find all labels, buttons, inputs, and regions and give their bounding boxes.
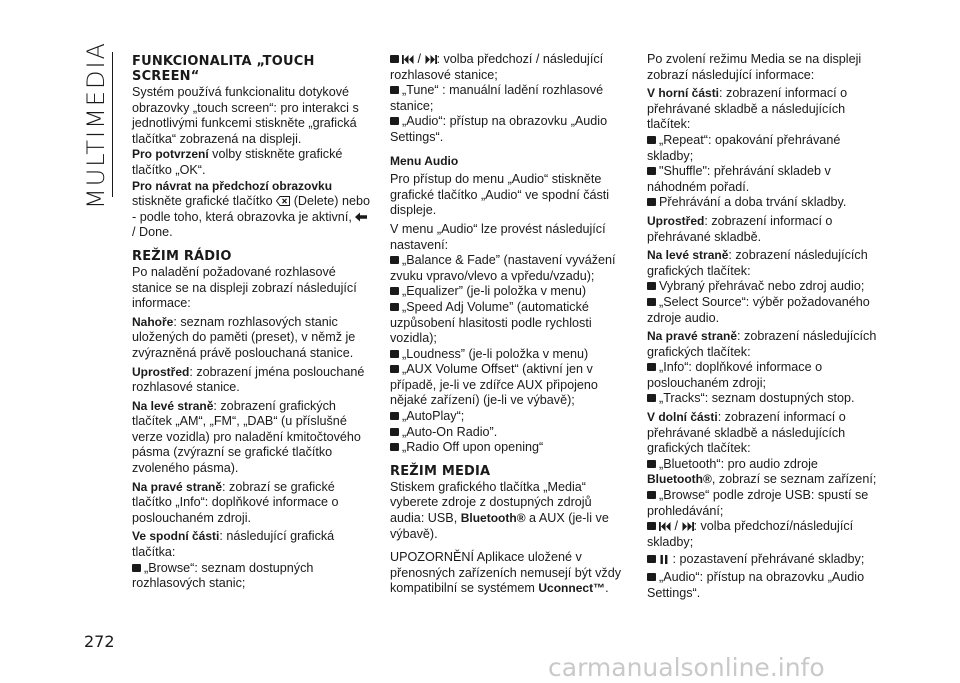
- paragraph-media-sources: [390, 480, 628, 542]
- pause-icon: [659, 555, 669, 564]
- bullet-icon: [647, 363, 656, 371]
- term-right-part: Na pravé straně: [647, 329, 738, 344]
- paragraph-audio-settings: V menu „Audio“ lze provést následující nastavení:: [390, 221, 606, 252]
- list-item: [390, 425, 628, 441]
- text-left: : zobrazení grafických tlačítek „AM“, „FM“, „DAB“ (u příslušné verze vozidla) pro naladění kmitočtového pásma (zvýrazní se grafické tlačítko zvoleného pásma).: [132, 398, 361, 476]
- bullet-prev-next-track: [647, 519, 885, 550]
- bullet-icon: [390, 287, 399, 295]
- term-left-part: Na levé straně: [647, 248, 729, 263]
- text-center: : zobrazení jména poslouchané rozhlasové stanice.: [132, 364, 365, 395]
- list-item-text: „AUX Volume Offset“ (aktivní jen v případě, je-li ve zdířce AUX připojeno nějaké zařízení) (je-li ve výbavě);: [390, 362, 598, 408]
- bullet-audio-text: „Audio“: přístup na obrazovku „Audio Settings“.: [390, 114, 608, 144]
- text-top: : seznam rozhlasových stanic uložených do paměti (preset), v němž je zvýrazněná právě poslouchaná stanice.: [132, 314, 356, 360]
- next-track-icon: [682, 522, 694, 531]
- text-media-b: a AUX (je-li ve výbavě).: [390, 511, 609, 541]
- bullet-bluetooth-text-b: , zobrazí se seznam zařízení;: [711, 472, 877, 487]
- bullet-repeat: [647, 133, 885, 164]
- paragraph-center-part: [647, 214, 885, 245]
- term-bottom-part: V dolní části: [647, 410, 718, 425]
- text-left-part: : zobrazení následujících grafických tlačítek:: [647, 248, 868, 278]
- section-divider: [112, 52, 113, 197]
- bullet-tracks-text: „Tracks“: seznam dostupných stop.: [659, 391, 855, 406]
- column-1: [132, 52, 370, 592]
- text-back-b: (Delete) nebo - podle toho, která obrazovka je aktivní,: [132, 194, 371, 224]
- bullet-browse-usb: [647, 488, 885, 519]
- heading-radio-mode: REŽIM RÁDIO: [132, 248, 232, 264]
- paragraph-back: [132, 194, 370, 241]
- bullet-prev-next-station: [390, 52, 628, 83]
- paragraph-left-part: [647, 248, 885, 279]
- bullet-icon: [647, 555, 656, 563]
- bullet-icon: [390, 350, 399, 358]
- term-center: Uprostřed: [132, 364, 190, 379]
- paragraph-top: [132, 315, 370, 362]
- bullet-repeat-text: „Repeat“: opakování přehrávané skladby;: [647, 132, 841, 163]
- term-uconnect: Uconnect™: [538, 581, 606, 596]
- list-item: [390, 347, 628, 363]
- bullet-icon: [390, 256, 399, 264]
- list-item-text: „Radio Off upon opening“: [402, 440, 544, 455]
- bullet-icon: [647, 136, 656, 144]
- bullet-player: [647, 279, 885, 295]
- paragraph-right: [132, 480, 370, 527]
- list-item-text: „AutoPlay“;: [402, 409, 465, 424]
- list-item: [390, 440, 628, 456]
- term-right: Na pravé straně: [132, 479, 223, 494]
- paragraph-warning: [390, 550, 628, 597]
- delete-icon: [276, 196, 290, 206]
- bullet-shuffle-text: "Shuffle": přehrávání skladeb v náhodném pořadí.: [647, 164, 831, 194]
- bullet-icon: [647, 167, 656, 175]
- list-item-text: „Balance & Fade” (nastavení vyvážení zvuku vpravo/vlevo a vpředu/vzadu);: [390, 253, 616, 283]
- text-warning-a: UPOZORNĚNÍ Aplikace uložené v přenosných zařízeních nemusejí být vždy kompatibilní se systémem: [390, 550, 621, 596]
- bullet-prev-next-text: : volba předchozí / následující rozhlasové stanice;: [390, 52, 604, 82]
- bullet-bluetooth: [647, 457, 885, 488]
- bullet-info: [647, 360, 885, 391]
- paragraph-confirm: [132, 147, 370, 178]
- bullet-icon: [390, 303, 399, 311]
- bullet-playback-text: Přehrávání a doba trvání skladby.: [659, 195, 847, 210]
- bullet-pause: [647, 552, 885, 568]
- bullet-shuffle: [647, 164, 885, 195]
- paragraph-touch-intro: Systém používá funkcionalitu dotykové obrazovky „touch screen“: pro interakci s jednotlivými funkcemi stiskněte „grafická tlačítka“ zobrazená na displeji.: [132, 85, 359, 146]
- paragraph-audio-menu: Pro přístup do menu „Audio“ stiskněte grafické tlačítko „Audio“ ve spodní části displeje.: [390, 172, 610, 218]
- text-right-part: : zobrazení následujících grafických tlačítek:: [647, 329, 877, 359]
- text-confirm: volby stiskněte grafické tlačítko „OK“.: [132, 147, 343, 177]
- bullet-icon: [390, 117, 399, 125]
- bullet-browse-usb-text: „Browse“ podle zdroje USB: spustí se prohledávání;: [647, 488, 869, 518]
- bullet-icon: [647, 491, 656, 499]
- bullet-select-source-text: „Select Source“: výběr požadovaného zdroje audio.: [647, 294, 870, 325]
- heading-media-mode: REŽIM MEDIA: [390, 463, 491, 479]
- heading-touch-screen: FUNKCIONALITA „TOUCH SCREEN“: [132, 54, 315, 84]
- list-item-text: „Auto-On Radio”.: [402, 424, 498, 439]
- page-number: 272: [84, 632, 115, 651]
- previous-track-icon: [402, 55, 414, 64]
- back-arrow-icon: [355, 212, 367, 222]
- term-back: Pro návrat na předchozí obrazovku: [132, 178, 333, 193]
- column-3: [647, 52, 885, 601]
- list-item-text: „Speed Adj Volume” (automatické uzpůsobení hlasitosti podle rychlosti vozidla);: [390, 299, 592, 346]
- separator: /: [414, 52, 425, 66]
- previous-track-icon: [659, 522, 671, 531]
- bullet-icon: [132, 564, 141, 572]
- term-top: Nahoře: [132, 314, 174, 329]
- text-right: : zobrazí se grafické tlačítko „Info“: doplňkové informace o poslouchaném zdroji.: [132, 479, 339, 525]
- paragraph-center: [132, 365, 370, 396]
- bullet-prev-next-track-text: : volba předchozí/následující skladby;: [647, 519, 854, 549]
- bullet-icon: [390, 365, 399, 373]
- bullet-icon: [647, 522, 656, 530]
- text-back-c: / Done.: [132, 225, 173, 240]
- bullet-icon: [390, 412, 399, 420]
- subheading-menu-audio: Menu Audio: [390, 153, 459, 168]
- bullet-tracks: [647, 391, 885, 407]
- term-bluetooth: Bluetooth®: [460, 511, 526, 526]
- text-center-part: : zobrazení informací o přehrávané skladbě.: [647, 213, 833, 244]
- term-top-part: V horní části: [647, 86, 720, 101]
- term-bottom: Ve spodní části: [132, 529, 220, 544]
- bullet-icon: [647, 394, 656, 402]
- text-media-a: Stiskem grafického tlačítka „Media“ vyberete zdroje z dostupných zdrojů audia: USB,: [390, 479, 592, 526]
- paragraph-bottom: [132, 529, 370, 560]
- text-bottom: : následující grafická tlačítka:: [132, 529, 335, 560]
- list-item: [390, 300, 628, 347]
- bullet-icon: [647, 573, 656, 581]
- watermark: carmanualsonline.info: [548, 653, 825, 682]
- section-label-text: MULTIMEDIA: [82, 41, 110, 209]
- list-item: [390, 284, 628, 300]
- bullet-browse: [132, 561, 370, 592]
- column-2: [390, 52, 628, 597]
- section-label-vertical: [82, 41, 110, 209]
- term-bluetooth: Bluetooth®: [647, 472, 712, 487]
- text-warning-b: .: [605, 581, 609, 596]
- paragraph-radio-intro: Po naladění požadované rozhlasové stanice se na displeji zobrazí následující informace:: [132, 264, 357, 311]
- list-item: [390, 409, 628, 425]
- text-top-part: : zobrazení informací o přehrávané skladbě a následujících tlačítek:: [647, 86, 848, 132]
- bullet-browse-text: „Browse“: seznam dostupných rozhlasových stanic;: [132, 560, 314, 591]
- term-left: Na levé straně: [132, 398, 214, 413]
- bullet-player-text: Vybraný přehrávač nebo zdroj audio;: [659, 279, 865, 294]
- bullet-icon: [390, 86, 399, 94]
- term-center-part: Uprostřed: [647, 213, 705, 228]
- bullet-select-source: [647, 295, 885, 326]
- bullet-tune: [390, 83, 628, 114]
- list-item: [390, 253, 628, 284]
- paragraph-media-intro: Po zvolení režimu Media se na displeji zobrazí následující informace:: [647, 52, 862, 82]
- bullet-playback: [647, 195, 885, 211]
- term-confirm: Pro potvrzení: [132, 147, 209, 162]
- bullet-audio-settings-text: „Audio“: přístup na obrazovku „Audio Settings“.: [647, 570, 865, 600]
- text-back-a: stiskněte grafické tlačítko: [132, 194, 277, 209]
- list-item-text: „Loudness” (je-li položka v menu): [402, 346, 589, 361]
- paragraph-left: [132, 399, 370, 477]
- paragraph-top-part: [647, 86, 885, 133]
- list-item-text: „Equalizer” (je-li položka v menu): [402, 284, 587, 299]
- bullet-bluetooth-text-a: „Bluetooth“: pro audio zdroje: [659, 456, 818, 471]
- text-bottom-part: : zobrazení informací o přehrávané skladbě a následujících grafických tlačítek:: [647, 410, 846, 456]
- bullet-audio-settings: [647, 570, 885, 601]
- bullet-icon: [647, 298, 656, 306]
- bullet-icon: [390, 55, 399, 63]
- bullet-info-text: „Info“: doplňkové informace o poslouchaném zdroji;: [647, 360, 823, 390]
- next-track-icon: [425, 55, 437, 64]
- bullet-icon: [647, 198, 656, 206]
- bullet-pause-text: : pozastavení přehrávané skladby;: [669, 552, 865, 567]
- bullet-icon: [647, 460, 656, 468]
- bullet-icon: [390, 428, 399, 436]
- list-item: [390, 362, 628, 409]
- paragraph-right-part: [647, 329, 885, 360]
- paragraph-bottom-part: [647, 410, 885, 457]
- separator: /: [671, 519, 682, 534]
- bullet-icon: [647, 282, 656, 290]
- bullet-audio: [390, 114, 628, 145]
- bullet-icon: [390, 443, 399, 451]
- bullet-tune-text: „Tune“ : manuální ladění rozhlasové stanice;: [390, 83, 604, 113]
